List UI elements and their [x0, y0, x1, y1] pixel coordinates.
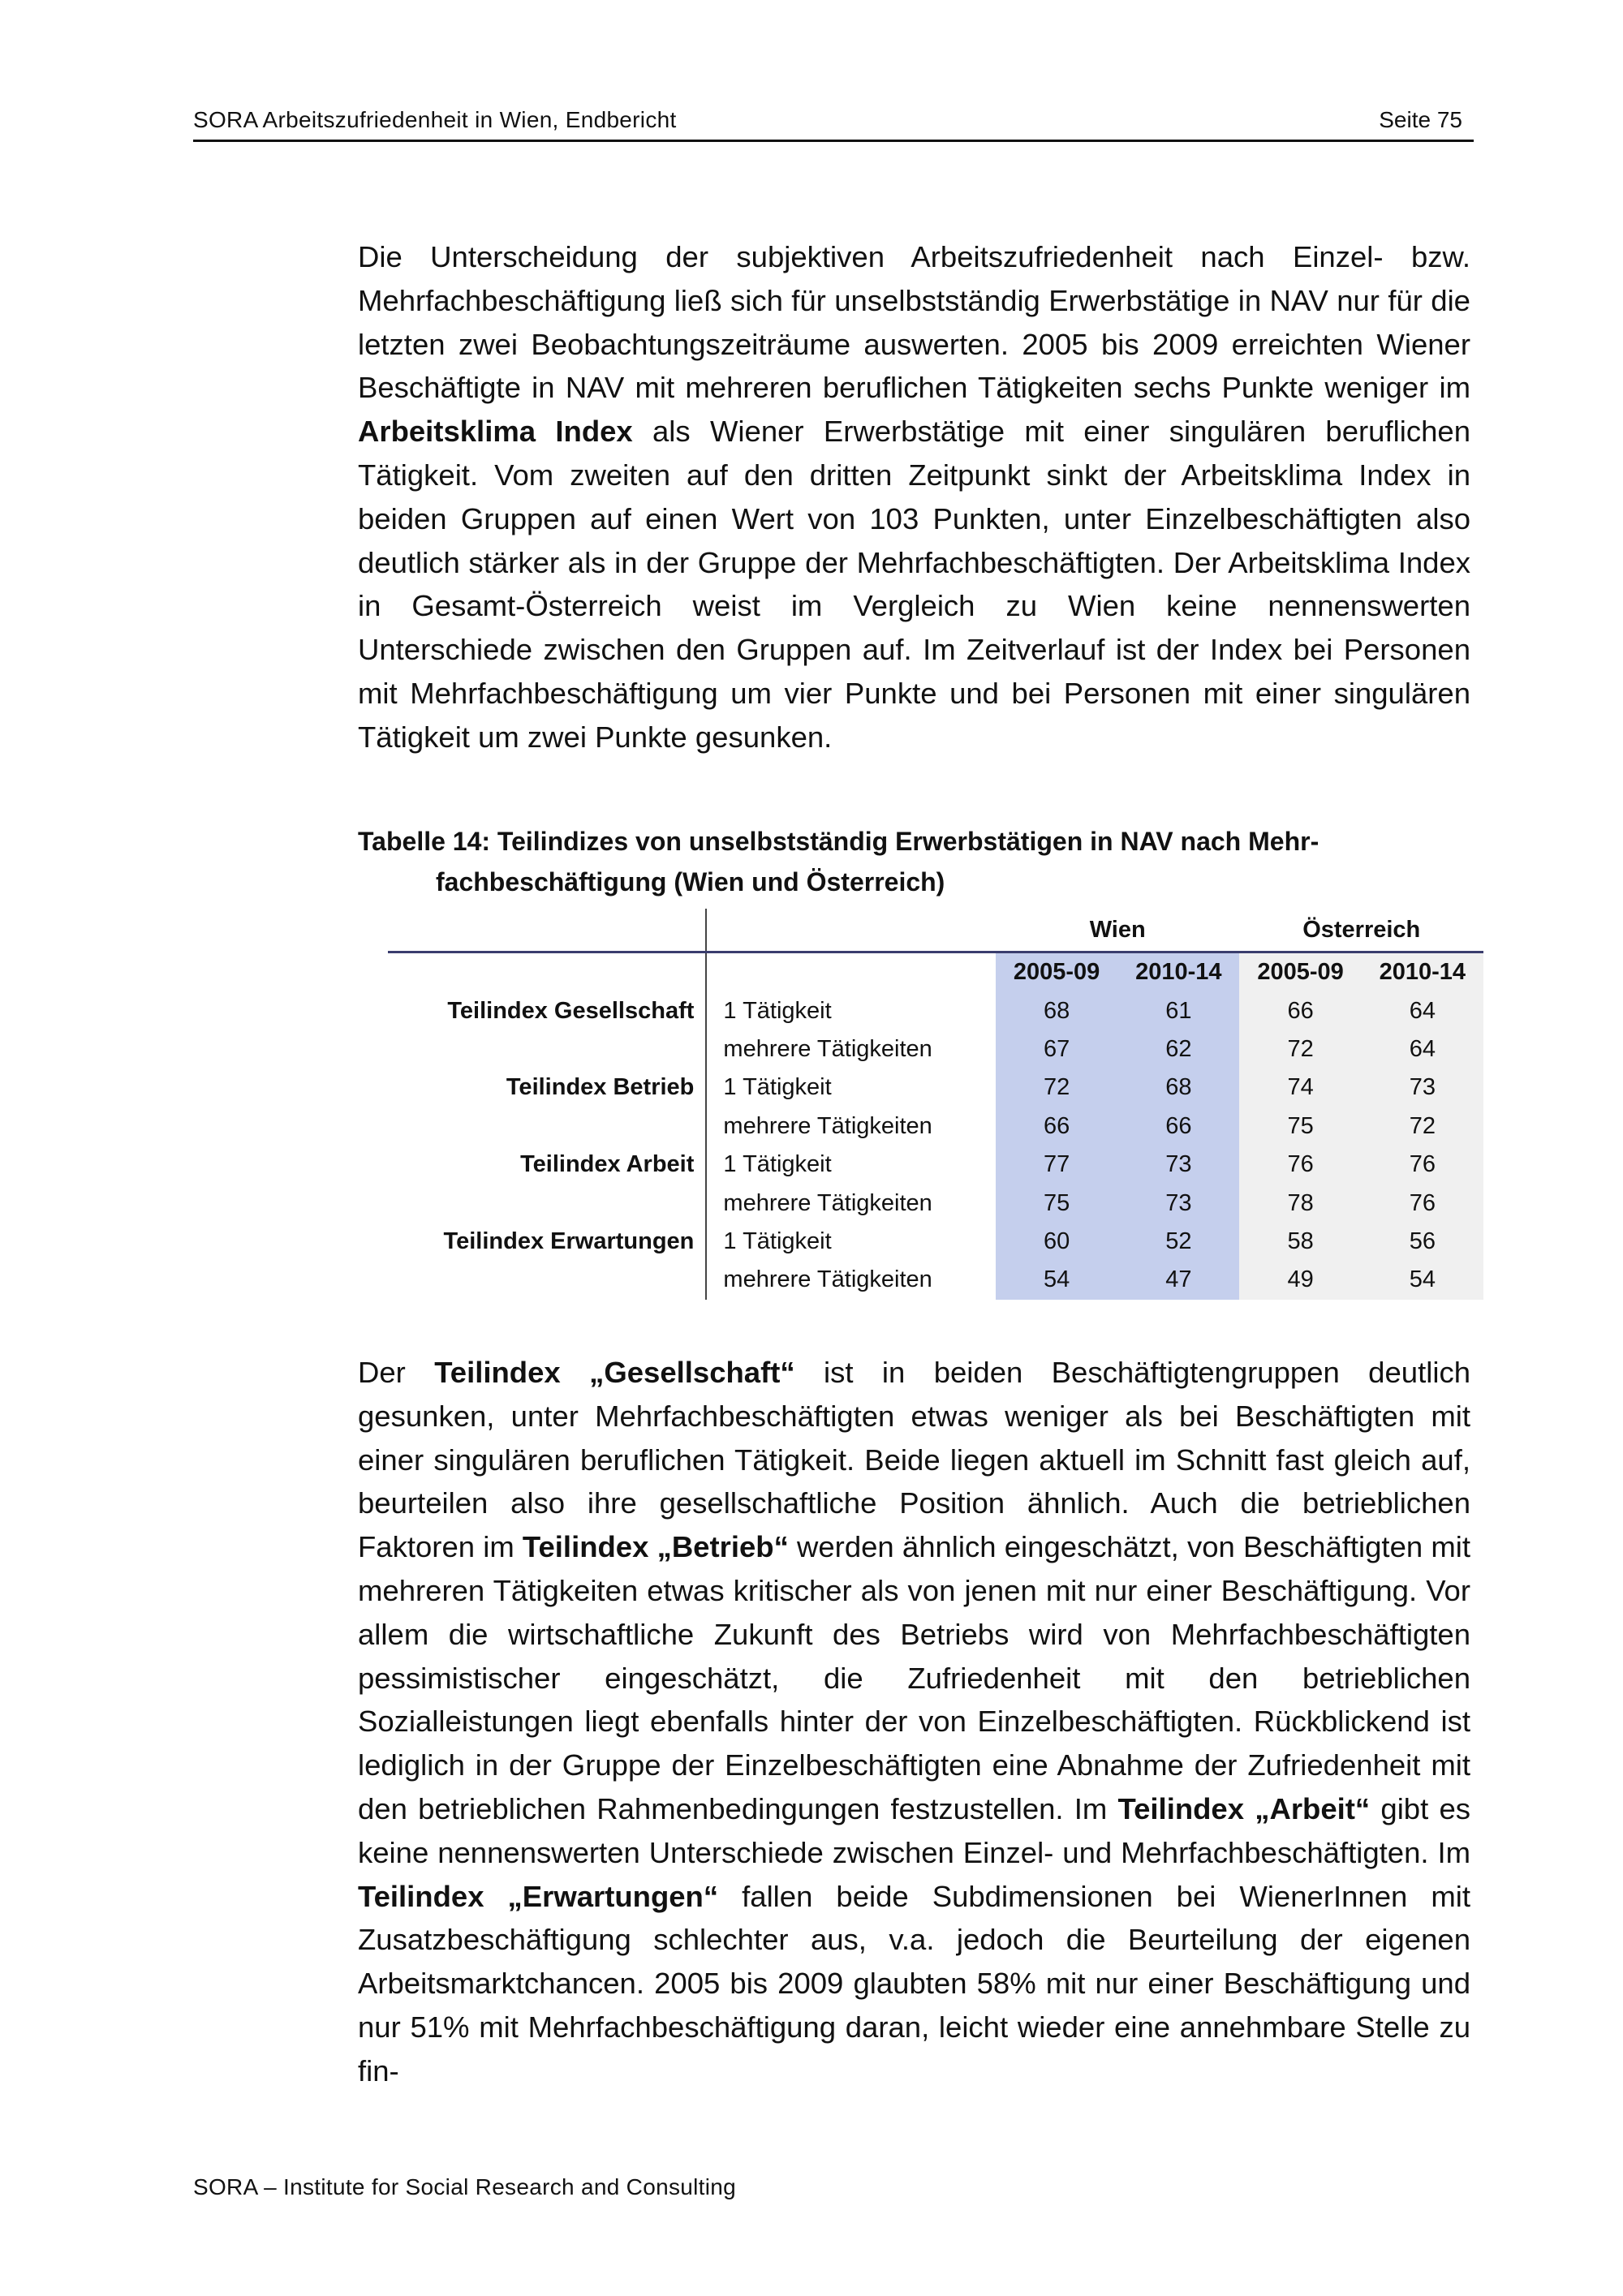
cell-value: 54 [1362, 1261, 1483, 1299]
table-row [388, 1068, 1483, 1107]
row-group-label: mehrere Tätigkeiten [706, 1107, 996, 1146]
cell-value: 75 [1239, 1107, 1361, 1146]
cell-value: 64 [1362, 1030, 1483, 1068]
cell-value: 76 [1239, 1146, 1361, 1184]
caption-line-2: fachbeschäftigung (Wien und Österreich) [436, 867, 945, 896]
cell-value: 77 [996, 1146, 1117, 1184]
table-row [388, 1261, 1483, 1299]
table-header-periods [388, 952, 1483, 992]
cell-value: 72 [1362, 1107, 1483, 1146]
page-header [193, 104, 1474, 142]
cell-value: 56 [1362, 1223, 1483, 1261]
row-group-label: 1 Tätigkeit [706, 1068, 996, 1107]
cell-value: 66 [1239, 991, 1361, 1030]
row-group-label: 1 Tätigkeit [706, 1146, 996, 1184]
row-index-label [388, 1261, 706, 1299]
cell-value: 74 [1239, 1068, 1361, 1107]
page-footer: SORA – Institute for Social Research and Consulting [193, 2174, 736, 2199]
text: gibt es keine nennenswerten Unterschiede zwischen Einzel- und Mehrfachbeschäftigten. Im [358, 1791, 1470, 1869]
row-index-label [388, 1107, 706, 1146]
cell-value: 58 [1239, 1223, 1361, 1261]
bold-term: Teilindex „Betrieb“ [522, 1530, 789, 1564]
caption-line-1: Tabelle 14: Teilindizes von unselbstständig Erwerbstätigen in NAV nach Mehr- [358, 827, 1319, 856]
page-number: Seite 75 [1379, 107, 1462, 132]
table-caption [358, 821, 1494, 902]
header-wien: Wien [996, 909, 1240, 952]
cell-value: 66 [1117, 1107, 1239, 1146]
bold-term: Teilindex „Arbeit“ [1117, 1791, 1371, 1825]
row-index-label [388, 1184, 706, 1222]
header-period: 2005-09 [996, 952, 1117, 992]
row-index-label: Teilindex Betrieb [506, 1074, 695, 1101]
cell-value: 52 [1117, 1223, 1239, 1261]
paragraph-intro [358, 235, 1470, 759]
text: fallen beide Subdimensionen bei WienerInnen mit Zusatzbeschäftigung schlechter aus, v.a. jedoch die Beurteilung der eigenen Arbeitsmarktchancen. 2005 bis 2009 glaubten 58% mit nur einer Beschäftigung und nur 51% mit Mehrfachbeschäftigung daran, leicht wieder eine annehmbare Stelle zu fin- [358, 1879, 1470, 2087]
cell-value: 67 [996, 1030, 1117, 1068]
cell-value: 73 [1117, 1184, 1239, 1222]
row-index-label: Teilindex Arbeit [520, 1151, 695, 1178]
cell-value: 76 [1362, 1146, 1483, 1184]
header-period: 2010-14 [1117, 952, 1239, 992]
cell-value: 68 [1117, 1068, 1239, 1107]
table-row [388, 991, 1483, 1030]
table-row [388, 1107, 1483, 1146]
header-cell-empty [388, 909, 706, 952]
row-group-label: 1 Tätigkeit [706, 991, 996, 1030]
bold-term: Teilindex „Erwartungen“ [358, 1879, 719, 1913]
row-group-label: mehrere Tätigkeiten [706, 1030, 996, 1068]
text: Die Unterscheidung der subjektiven Arbeitszufriedenheit nach Einzel- bzw. Mehrfachbeschäftigung ließ sich für unselbstständig Erwerbstätige in NAV nur für die letzten zwei Beobachtungszeiträume auswerten. 2005 bis 2009 erreichten Wiener Beschäftigte in NAV mit mehreren beruflichen Tätigkeiten sechs Punkte weniger im [358, 240, 1470, 405]
cell-value: 76 [1362, 1184, 1483, 1222]
data-table [388, 909, 1483, 1300]
header-cell-empty [706, 909, 996, 952]
cell-value: 72 [1239, 1030, 1361, 1068]
cell-value: 66 [996, 1107, 1117, 1146]
cell-value: 61 [1117, 991, 1239, 1030]
report-title: SORA Arbeitszufriedenheit in Wien, Endbericht [193, 107, 677, 132]
bold-term: Teilindex „Gesellschaft“ [434, 1356, 795, 1389]
row-group-label: 1 Tätigkeit [706, 1223, 996, 1261]
cell-value: 73 [1362, 1068, 1483, 1107]
cell-value: 73 [1117, 1146, 1239, 1184]
cell-value: 68 [996, 991, 1117, 1030]
cell-value: 60 [996, 1223, 1117, 1261]
cell-value: 62 [1117, 1030, 1239, 1068]
cell-value: 75 [996, 1184, 1117, 1222]
header-cell-empty [706, 952, 996, 992]
text: als Wiener Erwerbstätige mit einer singulären beruflichen Tätigkeit. Vom zweiten auf den dritten Zeitpunkt sinkt der Arbeitsklima Index in beiden Gruppen auf einen Wert von 103 Punkten, unter Einzelbeschäftigten also deutlich stärker als in der Gruppe der Mehrfachbeschäftigten. Der Arbeitsklima Index in Gesamt-Österreich weist im Vergleich zu Wien keine nennenswerten Unterschiede zwischen den Gruppen auf. Im Zeitverlauf ist der Index bei Personen mit Mehrfachbeschäftigung um vier Punkte und bei Personen mit einer singulären Tätigkeit um zwei Punkte gesunken. [358, 415, 1470, 754]
header-period: 2010-14 [1362, 952, 1483, 992]
row-group-label: mehrere Tätigkeiten [706, 1261, 996, 1299]
row-index-label [388, 1030, 706, 1068]
cell-value: 64 [1362, 991, 1483, 1030]
cell-value: 72 [996, 1068, 1117, 1107]
header-oesterreich: Österreich [1239, 909, 1483, 952]
paragraph-subindices [358, 1351, 1470, 2093]
row-group-label: mehrere Tätigkeiten [706, 1184, 996, 1222]
row-index-label: Teilindex Gesellschaft [447, 997, 695, 1024]
text: werden ähnlich eingeschätzt, von Beschäftigten mit mehreren Tätigkeiten etwas kritischer als von jenen mit nur einer Beschäftigung. Vor allem die wirtschaftliche Zukunft des Betriebs wird von Mehrfachbeschäftigten pessimistischer eingeschätzt, die Zufriedenheit mit den betrieblichen Sozialleistungen liegt ebenfalls hinter der von Einzelbeschäftigten. Rückblickend ist lediglich in der Gruppe der Einzelbeschäftigten eine Abnahme der Zufriedenheit mit den betrieblichen Rahmenbedingungen festzustellen. Im [358, 1530, 1471, 1825]
text: ist in beiden Beschäftigtengruppen deutlich gesunken, unter Mehrfachbeschäftigten etwas weniger als bei Beschäftigten mit einer singulären beruflichen Tätigkeit. Beide liegen aktuell im Schnitt fast gleich auf, beurteilen also ihre gesellschaftliche Position ähnlich. Auch die betrieblichen Faktoren im [358, 1356, 1470, 1564]
table-row [388, 1223, 1483, 1261]
cell-value: 47 [1117, 1261, 1239, 1299]
header-cell-empty [388, 952, 706, 992]
table-header-region [388, 909, 1483, 952]
row-index-label: Teilindex Erwartungen [443, 1228, 695, 1254]
cell-value: 49 [1239, 1261, 1361, 1299]
table-row [388, 1146, 1483, 1184]
cell-value: 54 [996, 1261, 1117, 1299]
cell-value: 78 [1239, 1184, 1361, 1222]
table-row [388, 1184, 1483, 1222]
bold-term: Arbeitsklima Index [358, 415, 633, 449]
header-period: 2005-09 [1239, 952, 1361, 992]
text: Der [358, 1356, 435, 1389]
table-row [388, 1030, 1483, 1068]
